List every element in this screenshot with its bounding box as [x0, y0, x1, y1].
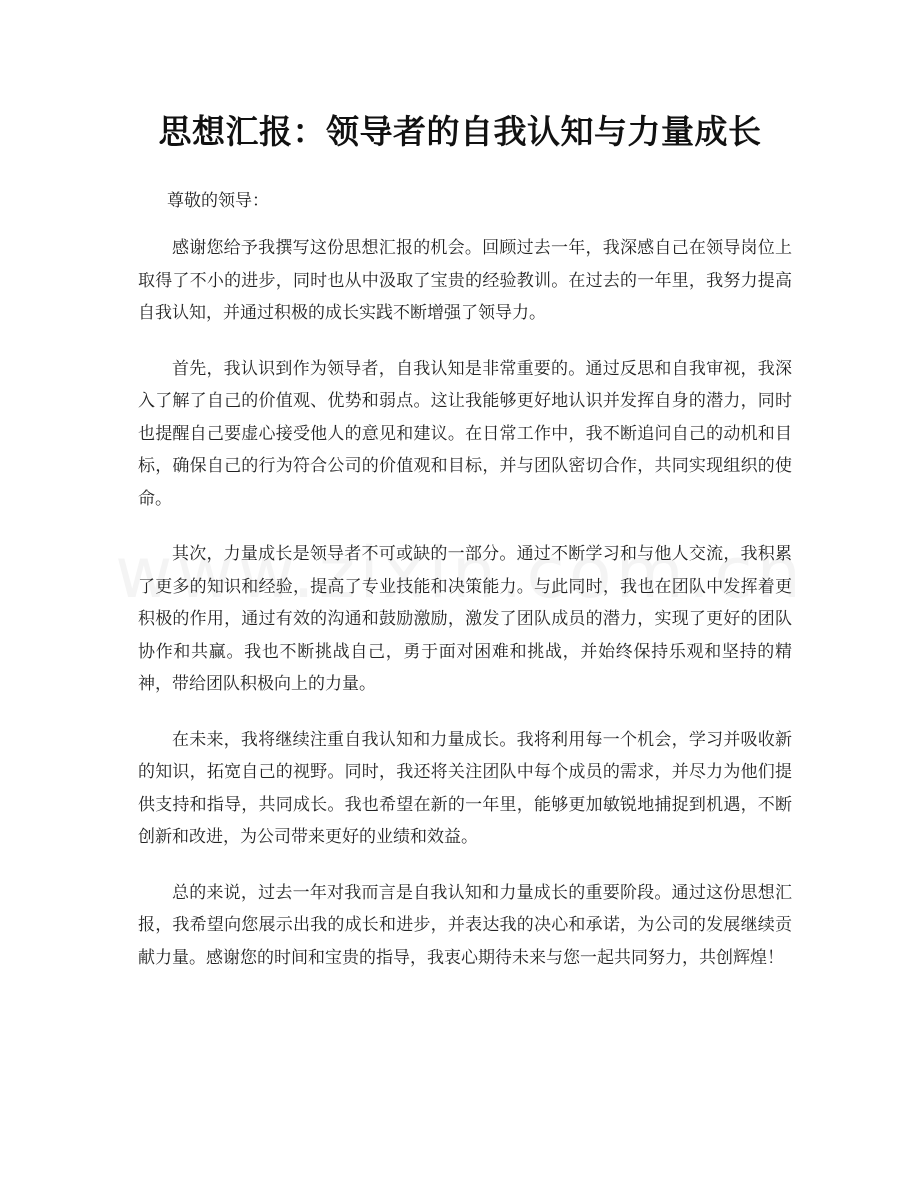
paragraph-2: 首先，我认识到作为领导者，自我认知是非常重要的。通过反思和自我审视，我深入了解了自己的价值观、优势和弱点。这让我能够更好地认识并发挥自身的潜力，同时也提醒自己要虚心接受他人的意见和建议。在日常工作中，我不断追问自己的动机和目标，确保自己的行为符合公司的价值观和目标，并与团队密切合作，共同实现组织的使命。	[138, 358, 792, 509]
salutation: 尊敬的领导：	[167, 191, 269, 211]
paragraph-3: 其次，力量成长是领导者不可或缺的一部分。通过不断学习和与他人交流，我积累了更多的知识和经验，提高了专业技能和决策能力。与此同时，我也在团队中发挥着更积极的作用，通过有效的沟通和鼓励激励，激发了团队成员的潜力，实现了更好的团队协作和共赢。我也不断挑战自己，勇于面对困难和挑战，并始终保持乐观和坚持的精神，带给团队积极向上的力量。	[138, 544, 792, 694]
paragraph-4: 在未来，我将继续注重自我认知和力量成长。我将利用每一个机会，学习并吸收新的知识，拓宽自己的视野。同时，我还将关注团队中每个成员的需求，并尽力为他们提供支持和指导，共同成长。我也希望在新的一年里，能够更加敏锐地捕捉到机遇，不断创新和改进，为公司带来更好的业绩和效益。	[138, 729, 792, 847]
document-body	[138, 232, 792, 997]
document-title: 思想汇报：领导者的自我认知与力量成长	[158, 112, 762, 151]
paragraph-5: 总的来说，过去一年对我而言是自我认知和力量成长的重要阶段。通过这份思想汇报，我希望向您展示出我的成长和进步，并表达我的决心和承诺，为公司的发展继续贡献力量。感谢您的时间和宝贵的指导，我衷心期待未来与您一起共同努力，共创辉煌！	[138, 882, 792, 968]
paragraph-1: 感谢您给予我撰写这份思想汇报的机会。回顾过去一年，我深感自己在领导岗位上取得了不小的进步，同时也从中汲取了宝贵的经验教训。在过去的一年里，我努力提高自我认知，并通过积极的成长实践不断增强了领导力。	[138, 238, 792, 323]
